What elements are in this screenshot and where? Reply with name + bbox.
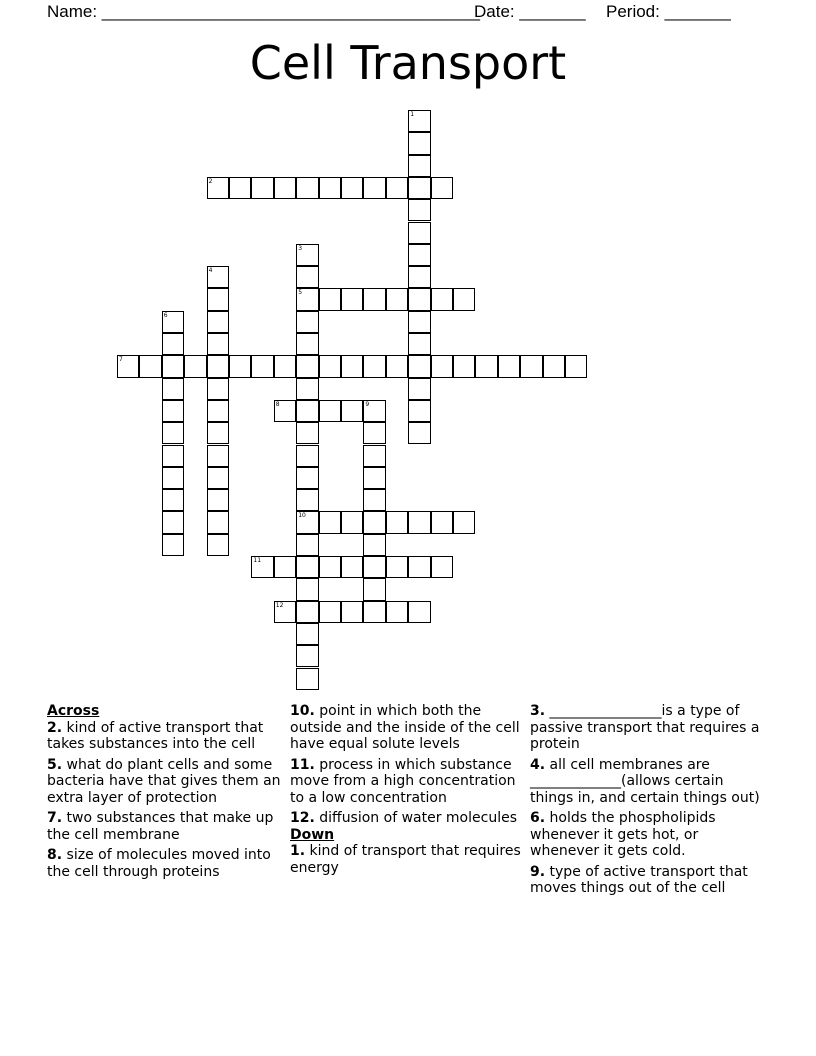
grid-cell[interactable] [296, 668, 318, 690]
clue-down-9: 9. type of active transport that moves things out of the cell [530, 863, 748, 896]
grid-cell[interactable] [363, 556, 385, 578]
clue-number-label: 12 [275, 601, 284, 609]
grid-cell[interactable] [363, 467, 385, 489]
grid-cell[interactable] [386, 355, 408, 377]
clue-across-2: 2. kind of active transport that takes substances into the cell [47, 719, 264, 752]
clue-down-6: 6. holds the phospholipids whenever it gets hot, or whenever it gets cold. [530, 810, 716, 859]
grid-cell[interactable] [296, 601, 318, 623]
grid-cell[interactable] [341, 556, 363, 578]
grid-cell[interactable] [162, 422, 184, 444]
period-field[interactable]: Period: _______ [606, 2, 731, 21]
grid-cell[interactable] [229, 177, 251, 199]
grid-cell[interactable] [274, 556, 296, 578]
clue-across-11: 11. process in which substance move from a high concentration to a low concentration [290, 756, 516, 806]
grid-cell[interactable] [341, 355, 363, 377]
grid-cell[interactable] [207, 489, 229, 511]
grid-cell[interactable] [207, 266, 229, 288]
grid-cell[interactable] [363, 400, 385, 422]
grid-cell[interactable] [319, 556, 341, 578]
clue-number-label: 8 [275, 400, 280, 408]
grid-cell[interactable] [117, 355, 139, 377]
grid-cell[interactable] [162, 489, 184, 511]
grid-cell[interactable] [296, 355, 318, 377]
across-heading: Across [47, 703, 100, 719]
grid-cell[interactable] [386, 511, 408, 533]
grid-cell[interactable] [251, 556, 273, 578]
grid-cell[interactable] [162, 333, 184, 355]
grid-cell[interactable] [408, 511, 430, 533]
grid-cell[interactable] [453, 288, 475, 310]
grid-cell[interactable] [408, 400, 430, 422]
grid-cell[interactable] [431, 288, 453, 310]
grid-cell[interactable] [408, 177, 430, 199]
grid-cell[interactable] [296, 244, 318, 266]
clue-number-label: 1 [410, 111, 415, 118]
grid-cell[interactable] [207, 288, 229, 310]
grid-cell[interactable] [363, 534, 385, 556]
grid-cell[interactable] [274, 177, 296, 199]
grid-cell[interactable] [341, 400, 363, 422]
grid-cell[interactable] [296, 556, 318, 578]
grid-cell[interactable] [296, 311, 318, 333]
grid-cell[interactable] [296, 422, 318, 444]
grid-cell[interactable] [162, 534, 184, 556]
grid-cell[interactable] [296, 467, 318, 489]
grid-cell[interactable] [274, 355, 296, 377]
grid-cell[interactable] [408, 333, 430, 355]
grid-cell[interactable] [341, 288, 363, 310]
grid-cell[interactable] [408, 422, 430, 444]
grid-cell[interactable] [363, 511, 385, 533]
grid-cell[interactable] [296, 511, 318, 533]
grid-cell[interactable] [229, 355, 251, 377]
grid-cell[interactable] [408, 244, 430, 266]
clue-number-label: 5 [298, 289, 303, 297]
grid-cell[interactable] [408, 199, 430, 221]
clue-across-12: 12. diffusion of water molecules [290, 810, 517, 826]
grid-cell[interactable] [363, 489, 385, 511]
grid-cell[interactable] [296, 445, 318, 467]
grid-cell[interactable] [408, 222, 430, 244]
grid-cell[interactable] [363, 177, 385, 199]
clue-number-label: 9 [365, 400, 370, 408]
grid-cell[interactable] [251, 355, 273, 377]
grid-cell[interactable] [296, 177, 318, 199]
grid-cell[interactable] [207, 378, 229, 400]
grid-cell[interactable] [162, 355, 184, 377]
grid-cell[interactable] [431, 556, 453, 578]
grid-cell[interactable] [386, 177, 408, 199]
grid-cell[interactable] [408, 288, 430, 310]
grid-cell[interactable] [162, 445, 184, 467]
clue-down-3: 3. ________________is a type of passive transport that requires a protein [530, 703, 760, 752]
grid-cell[interactable] [386, 556, 408, 578]
grid-cell[interactable] [207, 422, 229, 444]
grid-cell[interactable] [408, 110, 430, 132]
grid-cell[interactable] [296, 623, 318, 645]
grid-cell[interactable] [296, 489, 318, 511]
grid-cell[interactable] [162, 378, 184, 400]
grid-cell[interactable] [453, 511, 475, 533]
grid-cell[interactable] [408, 266, 430, 288]
grid-cell[interactable] [207, 511, 229, 533]
grid-cell[interactable] [207, 311, 229, 333]
grid-cell[interactable] [296, 645, 318, 667]
grid-cell[interactable] [565, 355, 587, 377]
grid-cell[interactable] [475, 355, 497, 377]
grid-cell[interactable] [386, 288, 408, 310]
grid-cell[interactable] [408, 556, 430, 578]
grid-cell[interactable] [319, 355, 341, 377]
grid-cell[interactable] [341, 511, 363, 533]
grid-cell[interactable] [207, 333, 229, 355]
grid-cell[interactable] [363, 355, 385, 377]
clue-number-label: 6 [163, 311, 168, 319]
clue-column-3 [530, 703, 765, 901]
grid-cell[interactable] [319, 400, 341, 422]
clue-number-label: 10 [298, 512, 306, 520]
clue-number-label: 3 [298, 244, 303, 252]
grid-cell[interactable] [408, 311, 430, 333]
clue-across-7: 7. two substances that make up the cell membrane [47, 810, 274, 843]
grid-cell[interactable] [408, 155, 430, 177]
clue-down-4: 4. all cell membranes are _____________(allows certain things in, and certain things out) [530, 756, 760, 806]
grid-cell[interactable] [274, 601, 296, 623]
down-heading: Down [290, 826, 335, 843]
grid-cell[interactable] [408, 132, 430, 154]
grid-cell[interactable] [162, 467, 184, 489]
grid-cell[interactable] [431, 355, 453, 377]
grid-cell[interactable] [386, 601, 408, 623]
grid-cell[interactable] [251, 177, 273, 199]
grid-cell[interactable] [319, 511, 341, 533]
grid-cell[interactable] [296, 266, 318, 288]
grid-cell[interactable] [207, 355, 229, 377]
grid-cell[interactable] [139, 355, 161, 377]
clue-across-5: 5. what do plant cells and some bacteria have that gives them an extra layer of protection [47, 756, 281, 806]
date-field[interactable]: Date: _______ [474, 2, 586, 21]
grid-cell[interactable] [363, 422, 385, 444]
grid-cell[interactable] [363, 445, 385, 467]
grid-cell[interactable] [162, 511, 184, 533]
grid-cell[interactable] [408, 378, 430, 400]
grid-cell[interactable] [363, 578, 385, 600]
clue-number-label: 7 [119, 356, 123, 364]
clue-column-1 [47, 703, 282, 884]
clue-down-1: 1. kind of transport that requires energy [290, 843, 521, 876]
name-field[interactable]: Name: ________________________________________ [47, 2, 480, 21]
grid-cell[interactable] [431, 177, 453, 199]
grid-cell[interactable] [453, 355, 475, 377]
clue-across-8: 8. size of molecules moved into the cell through proteins [47, 847, 271, 880]
grid-cell[interactable] [319, 601, 341, 623]
grid-cell[interactable] [408, 355, 430, 377]
grid-cell[interactable] [363, 288, 385, 310]
grid-cell[interactable] [341, 177, 363, 199]
grid-cell[interactable] [431, 511, 453, 533]
grid-cell[interactable] [207, 445, 229, 467]
grid-cell[interactable] [207, 467, 229, 489]
grid-cell[interactable] [296, 534, 318, 556]
clue-number-label: 2 [208, 177, 213, 185]
grid-cell[interactable] [543, 355, 565, 377]
grid-cell[interactable] [408, 601, 430, 623]
clue-across-10: 10. point in which both the outside and the inside of the cell have equal solute levels [290, 703, 520, 752]
grid-cell[interactable] [296, 288, 318, 310]
grid-cell[interactable] [207, 534, 229, 556]
grid-cell[interactable] [498, 355, 520, 377]
page-title: Cell Transport [249, 36, 567, 90]
grid-cell[interactable] [520, 355, 542, 377]
grid-cell[interactable] [184, 355, 206, 377]
clue-number-label: 4 [208, 267, 213, 275]
grid-cell[interactable] [341, 601, 363, 623]
grid-cell[interactable] [296, 378, 318, 400]
grid-cell[interactable] [296, 400, 318, 422]
grid-cell[interactable] [162, 311, 184, 333]
grid-cell[interactable] [162, 400, 184, 422]
grid-cell[interactable] [296, 333, 318, 355]
grid-cell[interactable] [319, 177, 341, 199]
grid-cell[interactable] [207, 400, 229, 422]
grid-cell[interactable] [274, 400, 296, 422]
grid-cell[interactable] [363, 601, 385, 623]
clue-number-label: 11 [253, 557, 262, 564]
clue-column-2 [290, 703, 525, 880]
grid-cell[interactable] [207, 177, 229, 199]
grid-cell[interactable] [296, 578, 318, 600]
grid-cell[interactable] [319, 288, 341, 310]
